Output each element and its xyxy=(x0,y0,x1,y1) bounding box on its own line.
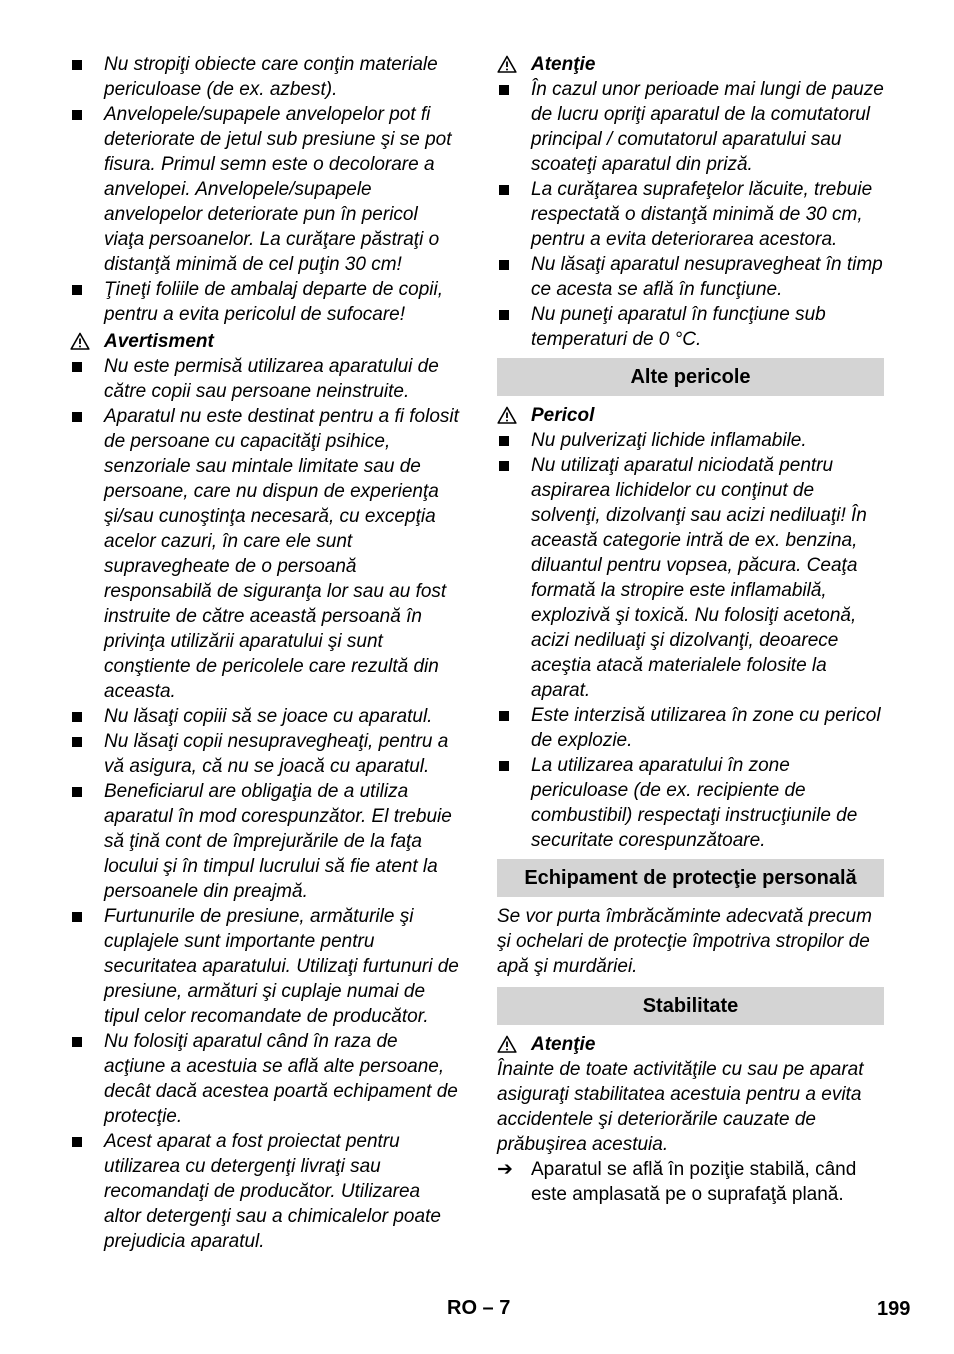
stability-paragraph: Înainte de toate activităţile cu sau pe aparat asiguraţi stabilitatea acestuia pentru a evita accidentele şi deteriorările cauzate de prăbuşirea acestuia. xyxy=(497,1059,864,1155)
warning-triangle-icon xyxy=(497,55,517,73)
square-bullet-icon xyxy=(499,85,509,95)
result-item: ➔ Aparatul se află în poziţie stabilă, când este amplasată pe o suprafaţă plană. xyxy=(497,1159,857,1205)
square-bullet-icon xyxy=(499,260,509,270)
warning-triangle-icon xyxy=(497,406,517,424)
square-bullet-icon xyxy=(499,310,509,320)
warning-triangle-icon xyxy=(497,1035,517,1053)
list-item: Ţineţi foliile de ambalaj departe de copii, pentru a evita pericolul de sufocare! xyxy=(70,277,462,327)
list-top xyxy=(70,52,462,327)
square-bullet-icon xyxy=(499,761,509,771)
list-item: Nu puneţi aparatul în funcţiune sub temperaturi de 0 °C. xyxy=(497,302,884,352)
square-bullet-icon xyxy=(72,1037,82,1047)
section-header-stability: Stabilitate xyxy=(497,987,884,1025)
section-header-ppe: Echipament de protecţie personală xyxy=(497,859,884,897)
square-bullet-icon xyxy=(72,737,82,747)
caution-heading: Atenţie xyxy=(497,52,884,77)
left-column xyxy=(70,52,462,1254)
danger-heading: Pericol xyxy=(497,403,884,428)
square-bullet-icon xyxy=(72,787,82,797)
list-item: Acest aparat a fost proiectat pentru utilizarea cu detergenţi livraţi sau recomandaţi de producător. Utilizarea altor detergenţi sau a chimicalelor poate prejudicia aparatul. xyxy=(70,1129,462,1254)
square-bullet-icon xyxy=(72,1137,82,1147)
square-bullet-icon xyxy=(72,712,82,722)
list-item: Furtunurile de presiune, armăturile şi cuplajele sunt importante pentru securitatea aparatului. Utilizaţi furtunuri de presiune, armături şi cuplaje numai de tipul celor recomandate de producător. xyxy=(70,904,462,1029)
arrow-right-icon: ➔ xyxy=(497,1159,513,1180)
list-item: Nu folosiţi aparatul când în raza de acţiune a acestuia se află alte persoane, decât dacă acestea poartă echipament de protecţie. xyxy=(70,1029,462,1129)
footer-section-page: RO – 7 xyxy=(447,1297,511,1319)
list-item: Beneficiarul are obligaţia de a utiliza aparatul în mod corespunzător. El trebuie să ţină cont de împrejurările de la faţa locului şi în timpul lucrului să fie atent la persoanele din preajmă. xyxy=(70,779,462,904)
square-bullet-icon xyxy=(72,412,82,422)
ppe-paragraph: Se vor purta îmbrăcăminte adecvată precum şi ochelari de protecţie împotriva stropilor de apă şi murdăriei. xyxy=(497,906,872,977)
list-item: Nu lăsaţi aparatul nesupravegheat în timp ce acesta se află în funcţiune. xyxy=(497,252,884,302)
square-bullet-icon xyxy=(72,110,82,120)
list-item: Anvelopele/supapele anvelopelor pot fi deteriorate de jetul sub presiune şi se pot fisura. Primul semn este o decolorare a anvelopei. Anvelopele/supapele anvelopelor deteriorate pun în pericol viaţa persoanelor. La curăţare păstraţi o distanţă minimă de cel puţin 30 cm! xyxy=(70,102,462,277)
right-column xyxy=(497,52,884,1207)
stability-caution-heading: Atenţie xyxy=(497,1032,884,1057)
square-bullet-icon xyxy=(499,185,509,195)
list-item: Nu lăsaţi copii nesupravegheaţi, pentru a vă asigura, că nu se joacă cu aparatul. xyxy=(70,729,462,779)
square-bullet-icon xyxy=(72,60,82,70)
square-bullet-icon xyxy=(72,912,82,922)
warning-heading: Avertisment xyxy=(70,329,462,354)
list-warning xyxy=(70,354,462,1254)
square-bullet-icon xyxy=(499,436,509,446)
list-item: Este interzisă utilizarea în zone cu pericol de explozie. xyxy=(497,703,884,753)
list-item: La curăţarea suprafeţelor lăcuite, trebuie respectată o distanţă minimă de 30 cm, pentru a evita deteriorarea acestora. xyxy=(497,177,884,252)
list-item: Nu utilizaţi aparatul niciodată pentru aspirarea lichidelor cu conţinut de solvenţi, dizolvanţi sau acizi nediluaţi! În această categorie intră de ex. benzina, diluantul pentru vopsea, păcura. Ceaţa formată la stropire este inflamabilă, explozivă şi toxică. Nu folosiţi acetonă, acizi nediluaţi şi dizolvanţi, deoarece aceştia atacă materialele folosite la aparat. xyxy=(497,453,884,703)
list-danger xyxy=(497,428,884,853)
square-bullet-icon xyxy=(72,285,82,295)
list-item: Nu este permisă utilizarea aparatului de către copii sau persoane neinstruite. xyxy=(70,354,462,404)
section-header-other-hazards: Alte pericole xyxy=(497,358,884,396)
square-bullet-icon xyxy=(72,362,82,372)
list-item: Nu lăsaţi copiii să se joace cu aparatul. xyxy=(70,704,462,729)
list-caution xyxy=(497,77,884,352)
list-item: Aparatul nu este destinat pentru a fi folosit de persoane cu capacităţi psihice, senzoriale sau mintale limitate sau de persoane, care nu dispun de experienţa şi/sau cunoştinţa necesară, cu excepţia acelor cazuri, în care ele sunt supravegheate de o persoană responsabilă de siguranţa lor sau au fost instruite de către această persoană în privinţa utilizării aparatului şi sunt conştiente de pericolele care rezultă din aceasta. xyxy=(70,404,462,704)
page-number: 199 xyxy=(877,1298,911,1320)
square-bullet-icon xyxy=(499,711,509,721)
list-item: În cazul unor perioade mai lungi de pauze de lucru opriţi aparatul de la comutatorul principal / comutatorul aparatului sau scoateţi aparatul din priză. xyxy=(497,77,884,177)
warning-triangle-icon xyxy=(70,332,90,350)
list-item: Nu pulverizaţi lichide inflamabile. xyxy=(497,428,884,453)
list-item: La utilizarea aparatului în zone periculoase (de ex. recipiente de combustibil) respectaţi instrucţiunile de securitate corespunzătoare. xyxy=(497,753,884,853)
list-item: Nu stropiţi obiecte care conţin materiale periculoase (de ex. azbest). xyxy=(70,52,462,102)
square-bullet-icon xyxy=(499,461,509,471)
